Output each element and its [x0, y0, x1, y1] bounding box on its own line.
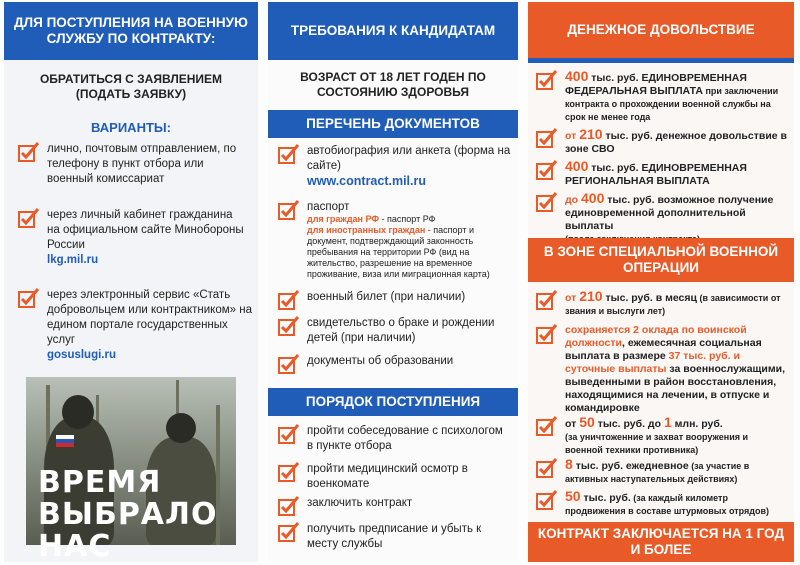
checkbox-icon: [278, 462, 300, 482]
checkbox-icon: [18, 208, 40, 228]
pay-divider: [528, 58, 794, 63]
checkbox-icon: [536, 324, 558, 344]
svo-amount: 1: [663, 414, 672, 430]
checkbox-icon: [536, 128, 558, 148]
step-text: пройти медицинский осмотр в военкомате: [307, 463, 468, 490]
svo-text: , ежемесячная социальная выплата в размере: [565, 337, 762, 362]
step-item: [278, 522, 512, 552]
document-item: [278, 200, 512, 280]
svo-item: [536, 458, 788, 486]
document-text: военный билет (при наличии): [307, 291, 466, 303]
svo-amount: 50: [579, 414, 595, 430]
checkbox-icon: [536, 290, 558, 310]
svo-text: тыс. руб. ежедневное: [572, 460, 689, 472]
passport-title: паспорт: [307, 201, 350, 213]
lkg-link[interactable]: lkg.mil.ru: [47, 254, 99, 266]
gosuslugi-link[interactable]: gosuslugi.ru: [47, 349, 116, 361]
svo-highlight: сохраняется 2 оклада по воинской должности: [565, 324, 747, 349]
pay-item: [536, 70, 788, 124]
svo-amount: 8: [565, 456, 573, 472]
step-item: [278, 424, 512, 454]
pay-amount: 210: [579, 126, 603, 142]
document-item: [278, 354, 512, 374]
photo-caption-1: ВРЕМЯ: [38, 465, 162, 500]
svo-note: (в зависимости от звания и выслуги лет): [565, 293, 781, 316]
checkbox-icon: [18, 288, 40, 308]
pay-amount: 400: [565, 158, 589, 174]
svo-note: (за уничтоженние и захват вооружения и военной техники противника): [565, 432, 749, 455]
checkbox-icon: [536, 160, 558, 180]
svo-item: [536, 290, 788, 318]
checkbox-icon: [536, 70, 558, 90]
passport-foreign-label: для иностранных граждан: [307, 225, 426, 235]
svo-amount: 210: [579, 288, 603, 304]
documents-header: ПЕРЕЧЕНЬ ДОКУМЕНТОВ: [268, 110, 518, 138]
passport-rf-label: для граждан РФ: [307, 214, 380, 224]
variants-label: ВАРИАНТЫ:: [91, 120, 171, 135]
flag-icon: [56, 435, 74, 447]
checkbox-icon: [536, 490, 558, 510]
pay-text: тыс. руб. денежное довольствие в зоне СВО: [565, 130, 787, 155]
passport-rf-text: - паспорт РФ: [379, 214, 436, 224]
pay-text: тыс. руб. возможное получение единовременной дополнительной выплаты: [565, 194, 774, 232]
application-header: ДЛЯ ПОСТУПЛЕНИЯ НА ВОЕННУЮ СЛУЖБУ ПО КОНТРАКТУ:: [4, 2, 258, 60]
pay-amount: 400: [581, 190, 605, 206]
pay-text: тыс. руб. ЕДИНОВРЕМЕННАЯ РЕГИОНАЛЬНАЯ ВЫПЛАТА: [565, 162, 747, 187]
column-requirements: [268, 2, 518, 562]
passport-foreign-text: - паспорт и документ, подтверждающий законность пребывания на территории РФ (вид на жительство, разрешение на временное проживание, виза или миграционная карта): [307, 225, 490, 279]
checkbox-icon: [278, 354, 300, 374]
step-text: пройти собеседование с психологом в пункте отбора: [307, 425, 503, 452]
pay-prefix: до: [565, 194, 581, 206]
svo-text: тыс. руб.: [580, 492, 631, 504]
step-text: получить предписание и убыть к месту службы: [307, 523, 482, 550]
checkbox-icon: [278, 144, 300, 164]
checkbox-icon: [278, 200, 300, 220]
document-item: [278, 316, 512, 346]
svo-prefix: от: [565, 418, 580, 430]
requirements-header: ТРЕБОВАНИЯ К КАНДИДАТАМ: [268, 2, 518, 60]
svo-highlight: 37 тыс. руб. и суточные выплаты: [565, 350, 740, 375]
svo-note: (за участие в активных наступательных действиях): [565, 461, 750, 484]
pay-text: тыс. руб. ЕДИНОВРЕМЕННАЯ ФЕДЕРАЛЬНАЯ ВЫПЛАТА: [565, 72, 747, 97]
checkbox-icon: [278, 316, 300, 336]
column-application: [4, 2, 258, 562]
requirements-text: ВОЗРАСТ ОТ 18 ЛЕТ ГОДЕН ПО СОСТОЯНИЮ ЗДОРОВЬЯ: [300, 70, 486, 99]
checkbox-icon: [278, 424, 300, 444]
application-intro: ОБРАТИТЬСЯ С ЗАЯВЛЕНИЕМ (ПОДАТЬ ЗАЯВКУ): [39, 72, 223, 101]
svo-amount: 50: [565, 488, 581, 504]
pay-amount: 400: [565, 68, 589, 84]
variant-text: лично, почтовым отправлением, по телефону в пункт отбора или военный комиссариат: [47, 143, 237, 185]
photo-caption-2: ВЫБРАЛО НАС: [38, 497, 218, 564]
checkbox-icon: [278, 290, 300, 310]
svo-text: млн. руб.: [671, 418, 723, 430]
checkbox-icon: [278, 522, 300, 542]
checkbox-icon: [536, 416, 558, 436]
checkbox-icon: [536, 458, 558, 478]
variant-text: через личный кабинет гражданина на официальном сайте Минобороны России: [47, 209, 244, 251]
pay-note: при заключении контракта о прохождении военной службы на срок не менее года: [565, 86, 779, 122]
contract-term-footer: КОНТРАКТ ЗАКЛЮЧАЕТСЯ НА 1 ГОД И БОЛЕЕ: [528, 522, 794, 562]
document-text: документы об образовании: [307, 355, 454, 367]
variant-item: [18, 288, 252, 363]
svo-item: [536, 490, 788, 518]
pay-header: ДЕНЕЖНОЕ ДОВОЛЬСТВИЕ: [528, 2, 794, 58]
variant-item: [18, 208, 248, 268]
soldiers-photo: [26, 377, 236, 564]
variant-text: через электронный сервис «Стать добровольцем или контрактником» на едином портале государственных услуг: [47, 289, 252, 346]
checkbox-icon: [18, 142, 40, 162]
document-item: [278, 144, 512, 190]
step-text: заключить контракт: [307, 497, 413, 509]
svo-text: тыс. руб. до: [594, 418, 664, 430]
svo-prefix: от: [565, 292, 580, 304]
svo-item: [536, 416, 788, 457]
pay-item: [536, 160, 788, 188]
variant-item: [18, 142, 248, 187]
svo-header: В ЗОНЕ СПЕЦИАЛЬНОЙ ВОЕННОЙ ОПЕРАЦИИ: [528, 238, 794, 282]
svo-note: (за каждый километр продвижения в составе штурмовых отрядов): [565, 493, 770, 516]
contract-site-link[interactable]: www.contract.mil.ru: [307, 174, 427, 188]
svo-text: за военнослужащими, выведенными в район восстановления, находящимися на лечении, в отпуске и командировке: [565, 363, 786, 414]
pay-item: [536, 128, 788, 156]
order-header: ПОРЯДОК ПОСТУПЛЕНИЯ: [268, 388, 518, 416]
document-text: свидетельство о браке и рождении детей (при наличии): [307, 317, 495, 344]
document-text: автобиография или анкета (форма на сайте): [307, 145, 511, 172]
svo-text: тыс. руб. в месяц: [602, 292, 697, 304]
svo-item: [536, 324, 788, 415]
column-pay: [528, 2, 794, 562]
step-item: [278, 496, 512, 516]
document-item: [278, 290, 512, 310]
checkbox-icon: [278, 496, 300, 516]
checkbox-icon: [536, 192, 558, 212]
step-item: [278, 462, 512, 492]
pay-prefix: от: [565, 130, 580, 142]
